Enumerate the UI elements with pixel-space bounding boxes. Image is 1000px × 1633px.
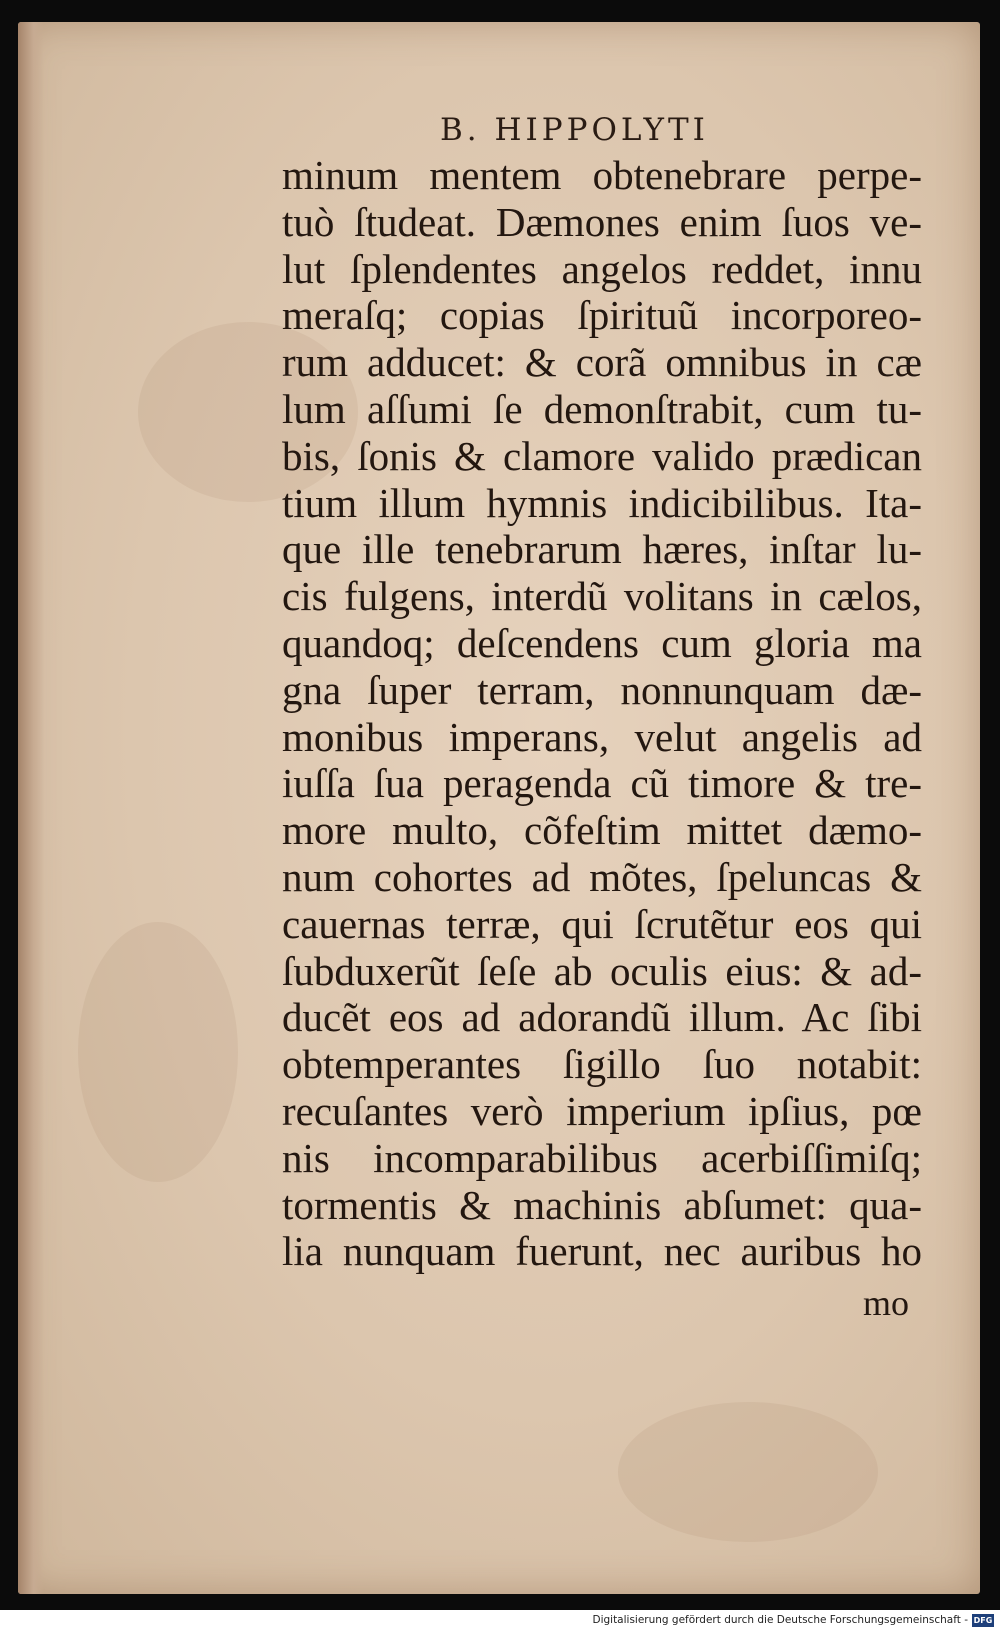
text-line: ducẽt eos ad adorandũ illum. Ac ſibi [282, 994, 922, 1041]
text-line: rum adducet: & corã omnibus in cæ [282, 339, 922, 386]
text-block [282, 152, 922, 1275]
paper-stain [618, 1402, 878, 1542]
catchword: mo [863, 1283, 910, 1323]
text-line: que ille tenebrarum hæres, inſtar lu- [282, 526, 922, 573]
text-line: minum mentem obtenebrare perpe- [282, 152, 922, 198]
dfg-logo: DFG [973, 1616, 993, 1625]
text-line: obtemperantes ſigillo ſuo notabit: [282, 1041, 922, 1088]
text-line: cis fulgens, interdũ volitans in cælos, [282, 573, 922, 620]
text-line: iuſſa ſua peragenda cũ timore & tre- [282, 760, 922, 807]
text-line: tuò ſtudeat. Dæmones enim ſuos ve- [282, 198, 922, 245]
text-line: recuſantes verò imperium ipſius, pœ [282, 1087, 922, 1134]
text-line: quandoq; deſcendens cum gloria ma [282, 619, 922, 666]
page-gutter [18, 22, 44, 1594]
text-line: bis, ſonis & clamore valido prædican [282, 432, 922, 479]
text-line: meraſq; copias ſpirituũ incorporeo- [282, 292, 922, 339]
text-line: gna ſuper terram, nonnunquam dæ- [282, 666, 922, 713]
text-line: num cohortes ad mõtes, ſpeluncas & [282, 853, 922, 900]
text-line: more multo, cõfeſtim mittet dæmo- [282, 807, 922, 854]
text-line: monibus imperans, velut angelis ad [282, 713, 922, 760]
footer-bar [0, 1610, 1000, 1633]
text-line: tormentis & machinis abſumet: qua- [282, 1181, 922, 1228]
running-head: B. HIPPOLYTI [440, 112, 709, 148]
text-line: lum aſſumi ſe demonſtrabit, cum tu- [282, 385, 922, 432]
text-line: lut ſplendentes angelos reddet, innu [282, 245, 922, 292]
text-line: tium illum hymnis indicibilibus. Ita- [282, 479, 922, 526]
text-line: nis incomparabilibus acerbiſſimiſq; [282, 1134, 922, 1181]
footer-credit: Digitalisierung gefördert durch die Deutsche Forschungsgemeinschaft - [592, 1614, 968, 1626]
text-line: ſubduxerũt ſeſe ab oculis eius: & ad- [282, 947, 922, 994]
text-line: cauernas terræ, qui ſcrutẽtur eos qui [282, 900, 922, 947]
paper-stain [78, 922, 238, 1182]
text-line: lia nunquam fuerunt, nec auribus ho [282, 1228, 922, 1275]
